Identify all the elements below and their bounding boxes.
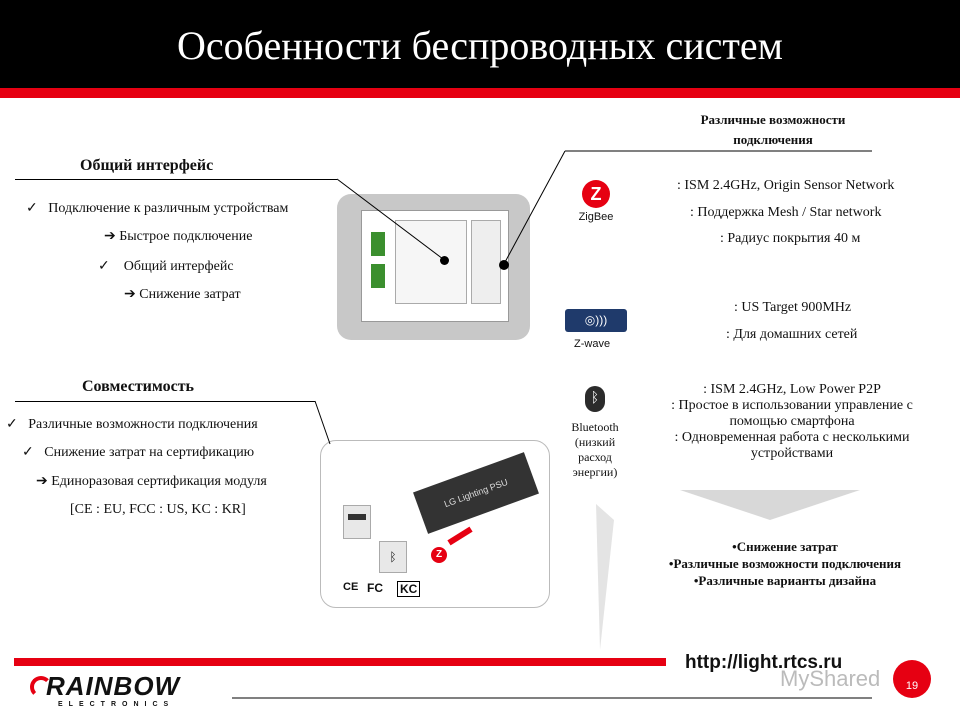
- check-icon: ✓: [6, 417, 18, 432]
- footer-url[interactable]: http://light.rtcs.ru: [685, 652, 843, 673]
- bluetooth-description: : ISM 2.4GHz, Low Power P2P : Простое в использовании управление с помощью смартфона : Одновременная работа с несколькими устройствами: [671, 382, 913, 461]
- compat-item-2: ✓ Снижение затрат на сертификацию: [22, 445, 255, 460]
- psu-module: LG Lighting PSU: [413, 452, 539, 534]
- check-icon: ✓: [98, 259, 110, 274]
- connectivity-heading: Различные возможности подключения: [700, 112, 846, 147]
- bluetooth-label: Bluetooth (низкий расход энергии): [571, 420, 619, 479]
- watermark-text: MyShared: [780, 666, 881, 691]
- check-icon: ✓: [26, 201, 38, 216]
- interface-heading: Общий интерфейс: [80, 157, 214, 174]
- check-icon: ✓: [22, 445, 34, 460]
- zwave-label: Z-wave: [574, 338, 611, 350]
- interface-callout-line: [337, 179, 443, 259]
- benefits-chevron-shape: [680, 490, 860, 520]
- rainbow-logo-text: RAINBOW: [46, 671, 181, 701]
- zigbee-line-2: : Поддержка Mesh / Star network: [690, 205, 882, 220]
- compat-callout-line: [315, 401, 330, 444]
- zigbee-small-icon: Z: [431, 547, 447, 563]
- compat-item-4: [CE : EU, FCC : US, KC : KR]: [70, 502, 246, 517]
- page-number-badge: 19: [893, 660, 931, 698]
- interface-item-3: ✓ Общий интерфейс: [98, 259, 234, 274]
- cert-kc-mark: KC: [397, 581, 420, 597]
- zwave-line-2: : Для домашних сетей: [726, 327, 858, 342]
- bluetooth-icon: ᛒ: [585, 386, 605, 412]
- footer-red-bar: [14, 658, 666, 666]
- cert-ce-mark: CE: [343, 581, 359, 593]
- zigbee-label: ZigBee: [578, 211, 614, 223]
- compat-item-1: ✓ Различные возможности подключения: [6, 417, 258, 432]
- connectivity-callout-line: [504, 151, 565, 264]
- arrow-right-icon: ➔: [104, 229, 116, 244]
- zigbee-icon: Z: [582, 180, 610, 208]
- slide-title: Особенности беспроводных систем: [177, 23, 783, 68]
- zwave-icon: ◎))): [565, 309, 627, 332]
- zigbee-line-1: : ISM 2.4GHz, Origin Sensor Network: [677, 178, 895, 193]
- cert-fcc-mark: FC: [367, 581, 383, 595]
- interface-item-4: ➔ Снижение затрат: [124, 287, 241, 302]
- benefit-item: •Снижение затрат: [732, 539, 838, 554]
- interface-item-2: ➔ Быстрое подключение: [104, 229, 253, 244]
- rainbow-logo-subtext: ELECTRONICS: [58, 701, 175, 708]
- zigbee-line-3: : Радиус покрытия 40 м: [720, 231, 861, 246]
- compat-heading: Совместимость: [82, 378, 195, 395]
- arrow-right-icon: ➔: [36, 474, 48, 489]
- benefits-pointer-shape: [596, 504, 614, 650]
- compat-item-3: ➔ Единоразовая сертификация модуля: [36, 474, 267, 489]
- zwave-line-1: : US Target 900MHz: [734, 300, 852, 315]
- bluetooth-icon: ᛒ: [389, 550, 397, 564]
- arrow-right-icon: ➔: [124, 287, 136, 302]
- benefit-item: •Различные варианты дизайна: [693, 573, 877, 588]
- benefit-item: •Различные возможности подключения: [668, 556, 902, 571]
- benefits-list: [630, 538, 940, 589]
- interface-item-1: ✓ Подключение к различным устройствам: [26, 201, 289, 216]
